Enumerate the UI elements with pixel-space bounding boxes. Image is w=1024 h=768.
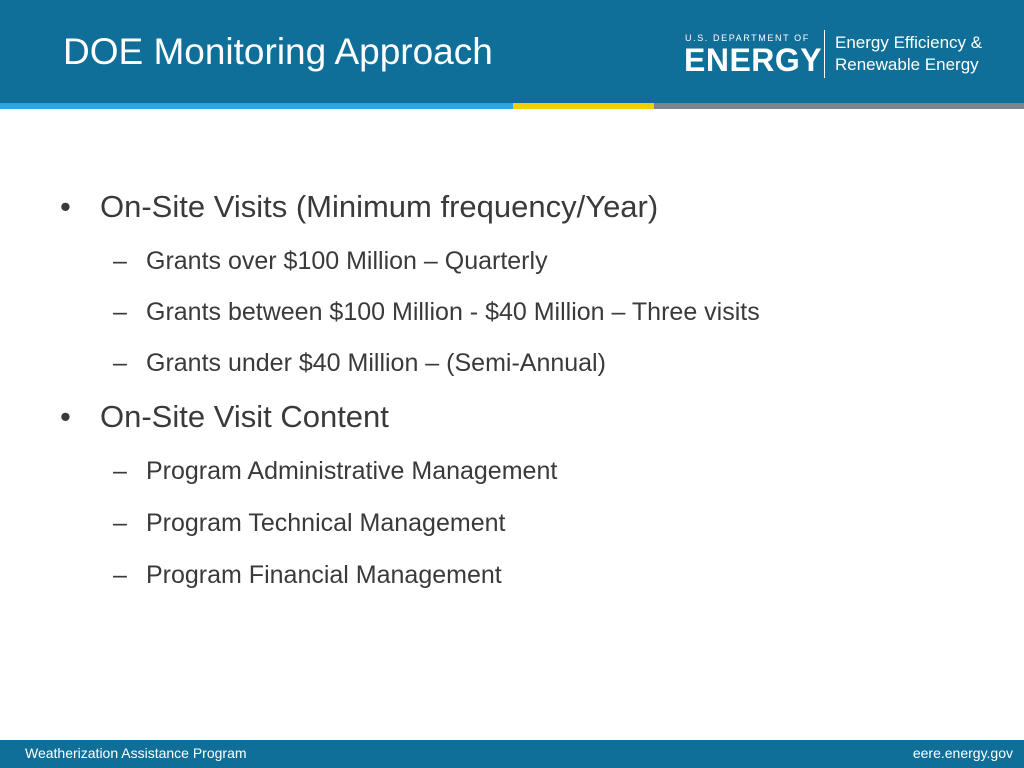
sub-bullet-text: Program Financial Management bbox=[146, 561, 502, 589]
footer-program-name: Weatherization Assistance Program bbox=[25, 745, 247, 761]
bullet-text: On-Site Visit Content bbox=[100, 399, 389, 434]
bullet-marker: • bbox=[60, 189, 71, 224]
sub-bullet-item bbox=[113, 508, 506, 538]
footer-website: eere.energy.gov bbox=[912, 745, 1013, 761]
sub-bullet-item bbox=[113, 456, 558, 486]
sub-bullet-text: Program Administrative Management bbox=[146, 457, 558, 485]
dash-marker: – bbox=[113, 509, 127, 537]
logo-energy-wordmark: ENERGY bbox=[684, 42, 823, 78]
sub-bullet-item bbox=[113, 246, 548, 276]
logo-department-text: U.S. DEPARTMENT OF bbox=[685, 33, 810, 43]
dash-marker: – bbox=[113, 561, 127, 589]
sub-bullet-text: Grants over $100 Million – Quarterly bbox=[146, 247, 548, 275]
logo-office-name bbox=[835, 32, 982, 76]
bullet-item bbox=[60, 189, 659, 225]
dash-marker: – bbox=[113, 349, 127, 377]
sub-bullet-text: Grants under $40 Million – (Semi-Annual) bbox=[146, 349, 606, 377]
dash-marker: – bbox=[113, 457, 127, 485]
sub-bullet-text: Program Technical Management bbox=[146, 509, 506, 537]
sub-bullet-item bbox=[113, 348, 606, 378]
logo-divider bbox=[824, 30, 825, 78]
sub-bullet-item bbox=[113, 560, 502, 590]
logo-office-line-1: Energy Efficiency & bbox=[835, 33, 983, 52]
slide-footer bbox=[0, 740, 1024, 768]
header-stripe-blue bbox=[0, 103, 513, 109]
header-stripe-yellow bbox=[513, 103, 654, 109]
bullet-marker: • bbox=[60, 399, 71, 434]
slide-title: DOE Monitoring Approach bbox=[63, 31, 493, 72]
logo-office-line-2: Renewable Energy bbox=[835, 55, 979, 74]
dash-marker: – bbox=[113, 247, 127, 275]
dash-marker: – bbox=[113, 298, 127, 326]
header-stripe-gray bbox=[654, 103, 1024, 109]
bullet-text: On-Site Visits (Minimum frequency/Year) bbox=[100, 189, 659, 224]
sub-bullet-text: Grants between $100 Million - $40 Million – Three visits bbox=[146, 298, 760, 326]
sub-bullet-item bbox=[113, 297, 760, 327]
slide-header bbox=[0, 0, 1024, 103]
bullet-item bbox=[60, 399, 389, 435]
